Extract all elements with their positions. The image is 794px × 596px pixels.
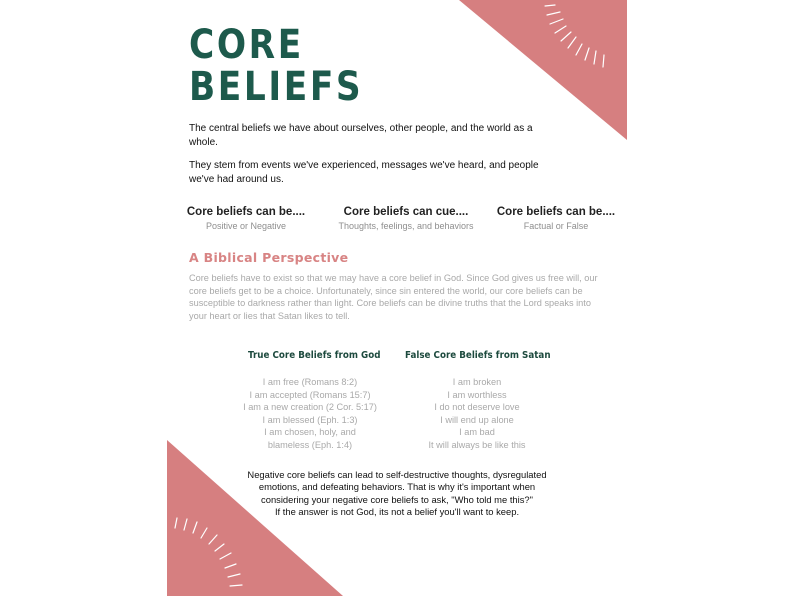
list-item: I am bad: [459, 427, 495, 438]
corner-triangle-top: [459, 0, 627, 140]
intro-origin: They stem from events we've experienced, messages we've heard, and people we've had around us.: [189, 160, 539, 185]
worksheet-page: [167, 0, 627, 596]
list-item: I am worthless: [447, 389, 507, 400]
biblical-perspective-text: Core beliefs have to exist so that we may have a core belief in God. Since God gives us free will, our core beliefs get to be a choice. Unfortunately, since sin entered the world, our core beliefs can be susceptible to darkness rather than light. Core beliefs can be divine truths that the Lord speaks into your heart or lies that Satan likes to tell.: [189, 273, 598, 321]
true-beliefs-heading: True Core Beliefs from God: [248, 350, 381, 361]
property-heading: Core beliefs can be....: [496, 206, 616, 218]
list-item: I am accepted (Romans 15:7): [249, 389, 371, 400]
title-line: BELIEFS: [189, 64, 364, 110]
list-item: I am free (Romans 8:2): [262, 377, 358, 387]
intro-definition: The central beliefs we have about ourselves, other people, and the world as a whole.: [189, 123, 533, 148]
property-column: [181, 206, 311, 231]
closing-note: [227, 469, 567, 519]
false-beliefs-list: [409, 376, 545, 452]
property-subtext: Thoughts, feelings, and behaviors: [338, 221, 474, 231]
list-item: I am broken: [452, 377, 502, 387]
list-item: I am a new creation (2 Cor. 5:17): [243, 402, 377, 413]
closing-line: considering your negative core beliefs to ask, "Who told me this?": [261, 493, 533, 505]
true-beliefs-list: [237, 376, 383, 452]
closing-line: emotions, and defeating behaviors. That is why it's important when: [258, 481, 536, 493]
closing-line: If the answer is not God, its not a belief you'll want to keep.: [274, 506, 520, 518]
list-item: I do not deserve love: [434, 402, 520, 413]
biblical-perspective-heading: A Biblical Perspective: [189, 250, 349, 265]
list-item: I am chosen, holy, and: [264, 427, 356, 438]
belief-properties: [181, 206, 621, 240]
false-beliefs-heading: False Core Beliefs from Satan: [405, 350, 551, 361]
property-subtext: Factual or False: [523, 221, 589, 231]
property-column: [491, 206, 621, 231]
list-item: I will end up alone: [440, 414, 514, 425]
property-column: [326, 206, 486, 231]
property-subtext: Positive or Negative: [205, 221, 287, 231]
list-item: It will always be like this: [428, 439, 526, 450]
page-title: [189, 24, 363, 108]
closing-line: Negative core beliefs can lead to self-destructive thoughts, dysregulated: [247, 469, 547, 480]
property-heading: Core beliefs can be....: [186, 206, 306, 218]
list-item: I am blessed (Eph. 1:3): [262, 414, 358, 425]
list-item: blameless (Eph. 1:4): [267, 439, 353, 450]
property-heading: Core beliefs can cue....: [343, 206, 469, 218]
title-line: CORE: [189, 22, 304, 68]
